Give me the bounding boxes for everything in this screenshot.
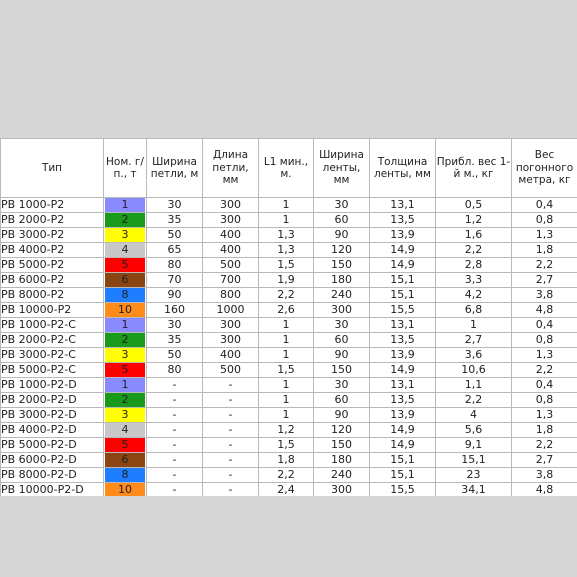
load-color-swatch: 10: [105, 303, 145, 317]
cell-meter-weight: 2,7: [512, 273, 577, 288]
cell-type: PB 1000-P2-C: [1, 318, 104, 333]
load-color-swatch: 3: [105, 408, 145, 422]
cell-meter-weight: 4,8: [512, 483, 577, 498]
cell-band-width: 120: [314, 243, 370, 258]
cell-l1-min: 2,4: [259, 483, 314, 498]
table-row: [1, 213, 577, 228]
cell-approx-weight: 1,6: [436, 228, 512, 243]
header-loop-length: Длина петли, мм: [203, 139, 259, 198]
cell-loop-width: 30: [147, 198, 203, 213]
cell-band-width: 150: [314, 438, 370, 453]
cell-band-thickness: 15,5: [370, 303, 436, 318]
cell-band-thickness: 13,1: [370, 198, 436, 213]
load-color-swatch: 2: [105, 393, 145, 407]
load-color-swatch: 6: [105, 453, 145, 467]
table-row: [1, 303, 577, 318]
cell-type: PB 8000-P2-D: [1, 468, 104, 483]
cell-band-width: 90: [314, 408, 370, 423]
header-l1-min: L1 мин., м.: [259, 139, 314, 198]
cell-approx-weight: 4: [436, 408, 512, 423]
cell-band-thickness: 13,5: [370, 333, 436, 348]
table-row: [1, 228, 577, 243]
cell-meter-weight: 2,2: [512, 258, 577, 273]
cell-loop-width: -: [147, 408, 203, 423]
cell-band-width: 60: [314, 393, 370, 408]
cell-meter-weight: 0,8: [512, 393, 577, 408]
cell-l1-min: 1,5: [259, 363, 314, 378]
cell-nominal-load: [104, 378, 147, 393]
cell-band-width: 30: [314, 198, 370, 213]
cell-loop-width: 80: [147, 363, 203, 378]
header-approx-weight: Прибл. вес 1-й м., кг: [436, 139, 512, 198]
top-gray-band: [0, 0, 577, 138]
header-loop-width: Ширина петли, м: [147, 139, 203, 198]
table-row: [1, 198, 577, 213]
cell-nominal-load: [104, 318, 147, 333]
cell-nominal-load: [104, 228, 147, 243]
cell-meter-weight: 1,3: [512, 228, 577, 243]
cell-band-thickness: 13,9: [370, 408, 436, 423]
cell-nominal-load: [104, 363, 147, 378]
load-color-swatch: 2: [105, 333, 145, 347]
table-row: [1, 393, 577, 408]
cell-nominal-load: [104, 213, 147, 228]
cell-band-thickness: 14,9: [370, 258, 436, 273]
cell-band-width: 30: [314, 318, 370, 333]
cell-nominal-load: [104, 423, 147, 438]
cell-approx-weight: 1,2: [436, 213, 512, 228]
table-row: [1, 333, 577, 348]
cell-l1-min: 1: [259, 378, 314, 393]
cell-type: PB 5000-P2-C: [1, 363, 104, 378]
bottom-gray-band: [0, 496, 577, 577]
cell-approx-weight: 6,8: [436, 303, 512, 318]
cell-approx-weight: 2,7: [436, 333, 512, 348]
table-body: [1, 198, 577, 498]
cell-type: PB 2000-P2-C: [1, 333, 104, 348]
cell-meter-weight: 0,8: [512, 213, 577, 228]
cell-meter-weight: 3,8: [512, 468, 577, 483]
header-nominal-load: Ном. г/п., т: [104, 139, 147, 198]
cell-nominal-load: [104, 273, 147, 288]
load-color-swatch: 1: [105, 198, 145, 212]
table-row: [1, 288, 577, 303]
cell-type: PB 4000-P2: [1, 243, 104, 258]
cell-approx-weight: 0,5: [436, 198, 512, 213]
cell-loop-length: 400: [203, 228, 259, 243]
cell-band-width: 150: [314, 363, 370, 378]
cell-nominal-load: [104, 453, 147, 468]
header-band-width: Ширина ленты, мм: [314, 139, 370, 198]
cell-loop-length: 300: [203, 318, 259, 333]
cell-type: PB 2000-P2: [1, 213, 104, 228]
cell-loop-length: 700: [203, 273, 259, 288]
cell-l1-min: 2,2: [259, 468, 314, 483]
cell-loop-width: 160: [147, 303, 203, 318]
cell-band-width: 180: [314, 453, 370, 468]
cell-approx-weight: 2,2: [436, 393, 512, 408]
table-row: [1, 468, 577, 483]
cell-loop-length: -: [203, 453, 259, 468]
cell-loop-width: -: [147, 453, 203, 468]
cell-l1-min: 1,9: [259, 273, 314, 288]
cell-band-thickness: 13,1: [370, 318, 436, 333]
cell-approx-weight: 1: [436, 318, 512, 333]
load-color-swatch: 5: [105, 258, 145, 272]
cell-nominal-load: [104, 393, 147, 408]
cell-meter-weight: 1,8: [512, 243, 577, 258]
cell-loop-width: 80: [147, 258, 203, 273]
table-header-row: [1, 139, 577, 198]
cell-type: PB 6000-P2-D: [1, 453, 104, 468]
cell-loop-width: 70: [147, 273, 203, 288]
cell-nominal-load: [104, 198, 147, 213]
cell-loop-length: 1000: [203, 303, 259, 318]
table-row: [1, 243, 577, 258]
cell-nominal-load: [104, 408, 147, 423]
cell-band-width: 60: [314, 213, 370, 228]
cell-nominal-load: [104, 288, 147, 303]
cell-approx-weight: 9,1: [436, 438, 512, 453]
cell-loop-width: 90: [147, 288, 203, 303]
cell-band-thickness: 15,5: [370, 483, 436, 498]
cell-l1-min: 1: [259, 198, 314, 213]
cell-l1-min: 1,5: [259, 258, 314, 273]
cell-loop-length: 300: [203, 198, 259, 213]
cell-type: PB 10000-P2: [1, 303, 104, 318]
load-color-swatch: 1: [105, 378, 145, 392]
cell-nominal-load: [104, 348, 147, 363]
load-color-swatch: 10: [105, 483, 145, 497]
cell-type: PB 6000-P2: [1, 273, 104, 288]
cell-type: PB 10000-P2-D: [1, 483, 104, 498]
cell-approx-weight: 2,8: [436, 258, 512, 273]
cell-l1-min: 1,2: [259, 423, 314, 438]
cell-loop-length: 400: [203, 348, 259, 363]
cell-nominal-load: [104, 333, 147, 348]
cell-meter-weight: 1,3: [512, 408, 577, 423]
cell-meter-weight: 0,4: [512, 318, 577, 333]
cell-band-thickness: 15,1: [370, 273, 436, 288]
cell-loop-length: 300: [203, 333, 259, 348]
cell-band-width: 240: [314, 288, 370, 303]
cell-type: PB 5000-P2: [1, 258, 104, 273]
cell-band-width: 120: [314, 423, 370, 438]
cell-meter-weight: 2,2: [512, 438, 577, 453]
cell-approx-weight: 23: [436, 468, 512, 483]
cell-band-width: 30: [314, 378, 370, 393]
cell-meter-weight: 1,8: [512, 423, 577, 438]
cell-band-width: 300: [314, 483, 370, 498]
cell-nominal-load: [104, 438, 147, 453]
spec-table: [0, 138, 577, 498]
cell-band-thickness: 13,9: [370, 348, 436, 363]
cell-band-thickness: 13,9: [370, 228, 436, 243]
cell-loop-length: 800: [203, 288, 259, 303]
cell-band-width: 240: [314, 468, 370, 483]
cell-loop-length: -: [203, 468, 259, 483]
load-color-swatch: 8: [105, 288, 145, 302]
cell-nominal-load: [104, 303, 147, 318]
cell-type: PB 1000-P2: [1, 198, 104, 213]
load-color-swatch: 6: [105, 273, 145, 287]
load-color-swatch: 8: [105, 468, 145, 482]
cell-type: PB 5000-P2-D: [1, 438, 104, 453]
cell-band-width: 90: [314, 348, 370, 363]
cell-band-thickness: 13,5: [370, 393, 436, 408]
cell-loop-width: 35: [147, 213, 203, 228]
cell-loop-width: 50: [147, 228, 203, 243]
cell-loop-width: 35: [147, 333, 203, 348]
cell-band-width: 90: [314, 228, 370, 243]
cell-l1-min: 1,8: [259, 453, 314, 468]
cell-approx-weight: 34,1: [436, 483, 512, 498]
cell-l1-min: 2,2: [259, 288, 314, 303]
cell-type: PB 8000-P2: [1, 288, 104, 303]
cell-loop-width: 30: [147, 318, 203, 333]
cell-loop-length: -: [203, 438, 259, 453]
cell-loop-width: 50: [147, 348, 203, 363]
cell-approx-weight: 3,3: [436, 273, 512, 288]
cell-approx-weight: 5,6: [436, 423, 512, 438]
cell-loop-length: -: [203, 393, 259, 408]
cell-band-thickness: 15,1: [370, 453, 436, 468]
table-row: [1, 348, 577, 363]
table-row: [1, 318, 577, 333]
cell-loop-width: -: [147, 438, 203, 453]
table-row: [1, 273, 577, 288]
table-row: [1, 258, 577, 273]
cell-meter-weight: 2,2: [512, 363, 577, 378]
spec-table-container: [0, 138, 577, 496]
cell-l1-min: 1: [259, 408, 314, 423]
cell-meter-weight: 0,4: [512, 378, 577, 393]
cell-meter-weight: 0,8: [512, 333, 577, 348]
table-row: [1, 438, 577, 453]
cell-l1-min: 1: [259, 348, 314, 363]
cell-band-thickness: 14,9: [370, 423, 436, 438]
cell-band-thickness: 13,1: [370, 378, 436, 393]
header-meter-weight: Вес погонного метра, кг: [512, 139, 577, 198]
cell-loop-length: -: [203, 423, 259, 438]
cell-band-width: 150: [314, 258, 370, 273]
cell-band-width: 300: [314, 303, 370, 318]
load-color-swatch: 4: [105, 423, 145, 437]
cell-nominal-load: [104, 243, 147, 258]
cell-approx-weight: 10,6: [436, 363, 512, 378]
cell-l1-min: 1,5: [259, 438, 314, 453]
table-row: [1, 453, 577, 468]
cell-type: PB 3000-P2: [1, 228, 104, 243]
cell-meter-weight: 0,4: [512, 198, 577, 213]
cell-loop-width: -: [147, 393, 203, 408]
cell-type: PB 4000-P2-D: [1, 423, 104, 438]
cell-loop-length: 500: [203, 363, 259, 378]
header-type: Тип: [1, 139, 104, 198]
cell-loop-width: 65: [147, 243, 203, 258]
cell-nominal-load: [104, 258, 147, 273]
cell-nominal-load: [104, 468, 147, 483]
cell-band-thickness: 15,1: [370, 288, 436, 303]
cell-type: PB 3000-P2-D: [1, 408, 104, 423]
cell-approx-weight: 2,2: [436, 243, 512, 258]
cell-loop-width: -: [147, 483, 203, 498]
cell-loop-length: 400: [203, 243, 259, 258]
table-row: [1, 423, 577, 438]
load-color-swatch: 5: [105, 363, 145, 377]
load-color-swatch: 3: [105, 228, 145, 242]
cell-l1-min: 2,6: [259, 303, 314, 318]
load-color-swatch: 2: [105, 213, 145, 227]
cell-loop-width: -: [147, 423, 203, 438]
cell-approx-weight: 3,6: [436, 348, 512, 363]
load-color-swatch: 4: [105, 243, 145, 257]
cell-loop-length: -: [203, 378, 259, 393]
cell-band-thickness: 14,9: [370, 363, 436, 378]
cell-loop-length: 500: [203, 258, 259, 273]
cell-loop-width: -: [147, 468, 203, 483]
cell-l1-min: 1: [259, 333, 314, 348]
load-color-swatch: 5: [105, 438, 145, 452]
cell-meter-weight: 2,7: [512, 453, 577, 468]
load-color-swatch: 1: [105, 318, 145, 332]
cell-approx-weight: 4,2: [436, 288, 512, 303]
cell-meter-weight: 3,8: [512, 288, 577, 303]
cell-meter-weight: 1,3: [512, 348, 577, 363]
table-row: [1, 378, 577, 393]
cell-band-thickness: 15,1: [370, 468, 436, 483]
cell-l1-min: 1,3: [259, 228, 314, 243]
cell-meter-weight: 4,8: [512, 303, 577, 318]
cell-type: PB 2000-P2-D: [1, 393, 104, 408]
cell-loop-length: 300: [203, 213, 259, 228]
cell-loop-length: -: [203, 408, 259, 423]
cell-approx-weight: 15,1: [436, 453, 512, 468]
cell-type: PB 1000-P2-D: [1, 378, 104, 393]
table-row: [1, 363, 577, 378]
cell-band-thickness: 14,9: [370, 438, 436, 453]
load-color-swatch: 3: [105, 348, 145, 362]
cell-band-width: 60: [314, 333, 370, 348]
cell-l1-min: 1,3: [259, 243, 314, 258]
cell-band-thickness: 13,5: [370, 213, 436, 228]
cell-type: PB 3000-P2-C: [1, 348, 104, 363]
cell-approx-weight: 1,1: [436, 378, 512, 393]
cell-loop-length: -: [203, 483, 259, 498]
cell-loop-width: -: [147, 378, 203, 393]
cell-band-width: 180: [314, 273, 370, 288]
header-band-thickness: Толщина ленты, мм: [370, 139, 436, 198]
table-row: [1, 408, 577, 423]
cell-band-thickness: 14,9: [370, 243, 436, 258]
cell-l1-min: 1: [259, 213, 314, 228]
cell-l1-min: 1: [259, 393, 314, 408]
cell-l1-min: 1: [259, 318, 314, 333]
